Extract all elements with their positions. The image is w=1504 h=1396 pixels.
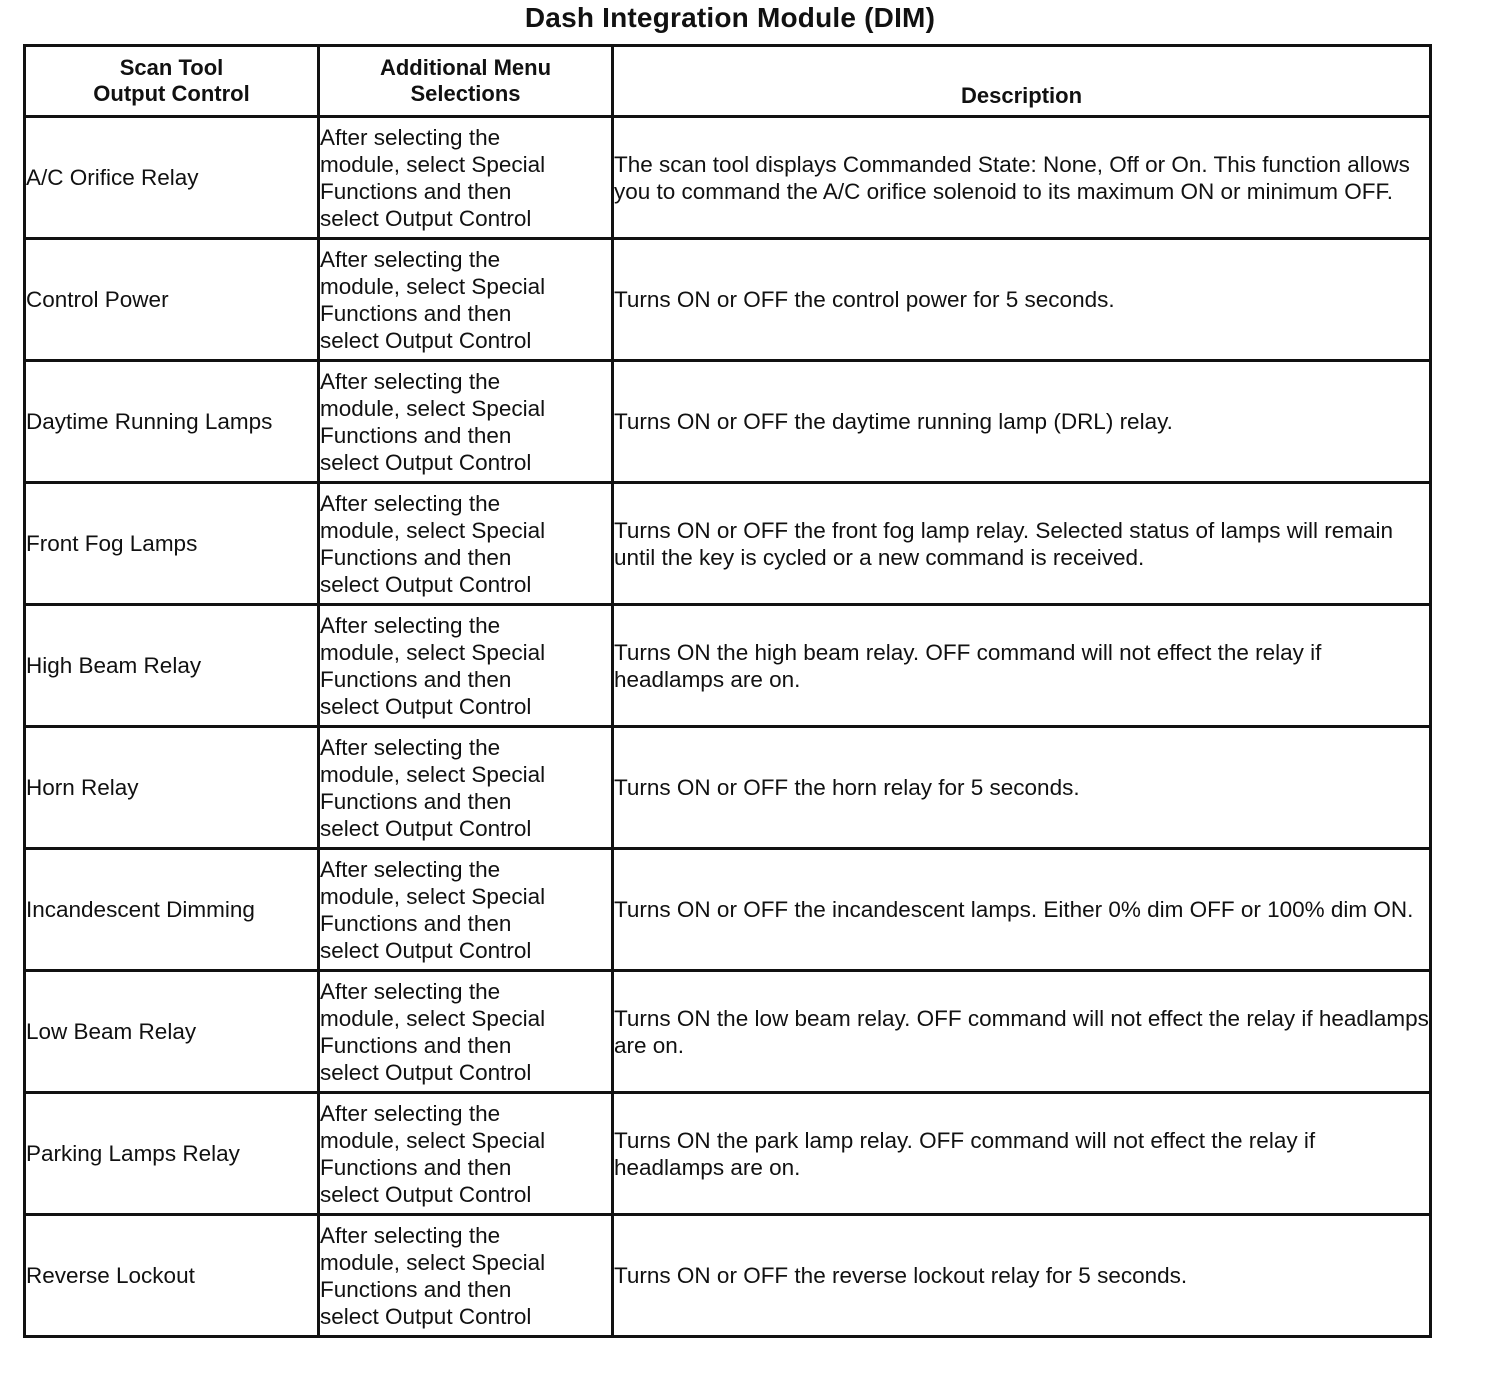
output-control-cell: Incandescent Dimming xyxy=(25,849,319,971)
header-text: Additional Menu xyxy=(379,55,552,80)
output-control-cell: Parking Lamps Relay xyxy=(25,1093,319,1215)
output-control-cell: Front Fog Lamps xyxy=(25,483,319,605)
menu-selection-cell xyxy=(319,727,613,849)
menu-line: After selecting the xyxy=(320,1100,501,1126)
table-row xyxy=(25,605,1431,727)
menu-line: Functions and then xyxy=(320,1154,512,1180)
table-row xyxy=(25,1215,1431,1337)
menu-line: module, select Special xyxy=(320,517,546,543)
menu-line: module, select Special xyxy=(320,1249,546,1275)
menu-line: module, select Special xyxy=(320,883,546,909)
menu-line: Functions and then xyxy=(320,544,512,570)
menu-line: select Output Control xyxy=(320,1059,532,1085)
menu-line: select Output Control xyxy=(320,205,532,231)
menu-line: module, select Special xyxy=(320,395,546,421)
output-control-cell: Horn Relay xyxy=(25,727,319,849)
column-header-description: Description xyxy=(613,46,1431,117)
dim-output-control-table xyxy=(23,44,1432,1338)
menu-line: After selecting the xyxy=(320,246,501,272)
column-header-scan-tool-output-control xyxy=(25,46,319,117)
table-row xyxy=(25,1093,1431,1215)
menu-selection-cell xyxy=(319,849,613,971)
menu-line: select Output Control xyxy=(320,1181,532,1207)
menu-line: After selecting the xyxy=(320,612,501,638)
description-cell: Turns ON or OFF the daytime running lamp (DRL) relay. xyxy=(613,361,1431,483)
menu-line: After selecting the xyxy=(320,1222,501,1248)
column-header-additional-menu-selections xyxy=(319,46,613,117)
output-control-cell: High Beam Relay xyxy=(25,605,319,727)
menu-line: Functions and then xyxy=(320,1032,512,1058)
menu-line: Functions and then xyxy=(320,1276,512,1302)
header-text: Selections xyxy=(410,81,521,106)
table-row xyxy=(25,971,1431,1093)
output-control-cell: Reverse Lockout xyxy=(25,1215,319,1337)
menu-line: select Output Control xyxy=(320,1303,532,1329)
table-row xyxy=(25,849,1431,971)
menu-selection-cell xyxy=(319,605,613,727)
menu-line: After selecting the xyxy=(320,856,501,882)
description-cell: Turns ON or OFF the reverse lockout relay for 5 seconds. xyxy=(613,1215,1431,1337)
menu-selection-cell xyxy=(319,1093,613,1215)
output-control-cell: Daytime Running Lamps xyxy=(25,361,319,483)
menu-line: select Output Control xyxy=(320,571,532,597)
menu-line: select Output Control xyxy=(320,693,532,719)
menu-line: module, select Special xyxy=(320,273,546,299)
table-body xyxy=(25,117,1431,1337)
table-row xyxy=(25,239,1431,361)
menu-selection-cell xyxy=(319,239,613,361)
menu-line: module, select Special xyxy=(320,639,546,665)
description-cell: Turns ON or OFF the horn relay for 5 seconds. xyxy=(613,727,1431,849)
page-title: Dash Integration Module (DIM) xyxy=(524,2,936,33)
menu-line: select Output Control xyxy=(320,937,532,963)
output-control-cell: Low Beam Relay xyxy=(25,971,319,1093)
menu-selection-cell xyxy=(319,971,613,1093)
menu-line: Functions and then xyxy=(320,788,512,814)
header-row xyxy=(25,46,1431,117)
table-row xyxy=(25,361,1431,483)
menu-line: module, select Special xyxy=(320,761,546,787)
menu-line: module, select Special xyxy=(320,151,546,177)
menu-line: Functions and then xyxy=(320,178,512,204)
description-cell: Turns ON or OFF the front fog lamp relay. Selected status of lamps will remain until the key is cycled or a new command is received. xyxy=(613,483,1431,605)
header-text: Scan Tool xyxy=(119,55,224,80)
menu-line: Functions and then xyxy=(320,666,512,692)
description-cell: The scan tool displays Commanded State: None, Off or On. This function allows you to command the A/C orifice solenoid to its maximum ON or minimum OFF. xyxy=(613,117,1431,239)
table-row xyxy=(25,727,1431,849)
menu-line: After selecting the xyxy=(320,124,501,150)
menu-line: After selecting the xyxy=(320,368,501,394)
description-cell: Turns ON or OFF the control power for 5 seconds. xyxy=(613,239,1431,361)
description-cell: Turns ON the high beam relay. OFF command will not effect the relay if headlamps are on. xyxy=(613,605,1431,727)
menu-line: select Output Control xyxy=(320,449,532,475)
header-text: Output Control xyxy=(93,81,250,106)
menu-selection-cell xyxy=(319,1215,613,1337)
menu-line: Functions and then xyxy=(320,300,512,326)
menu-line: Functions and then xyxy=(320,910,512,936)
menu-selection-cell xyxy=(319,117,613,239)
menu-line: select Output Control xyxy=(320,327,532,353)
menu-line: module, select Special xyxy=(320,1127,546,1153)
description-cell: Turns ON or OFF the incandescent lamps. Either 0% dim OFF or 100% dim ON. xyxy=(613,849,1431,971)
menu-selection-cell xyxy=(319,361,613,483)
menu-line: After selecting the xyxy=(320,734,501,760)
menu-line: module, select Special xyxy=(320,1005,546,1031)
menu-line: select Output Control xyxy=(320,815,532,841)
description-cell: Turns ON the low beam relay. OFF command will not effect the relay if headlamps are on. xyxy=(613,971,1431,1093)
menu-line: After selecting the xyxy=(320,978,501,1004)
table-row xyxy=(25,117,1431,239)
menu-line: After selecting the xyxy=(320,490,501,516)
description-cell: Turns ON the park lamp relay. OFF command will not effect the relay if headlamps are on. xyxy=(613,1093,1431,1215)
menu-selection-cell xyxy=(319,483,613,605)
table-row xyxy=(25,483,1431,605)
output-control-cell: A/C Orifice Relay xyxy=(25,117,319,239)
menu-line: Functions and then xyxy=(320,422,512,448)
output-control-cell: Control Power xyxy=(25,239,319,361)
